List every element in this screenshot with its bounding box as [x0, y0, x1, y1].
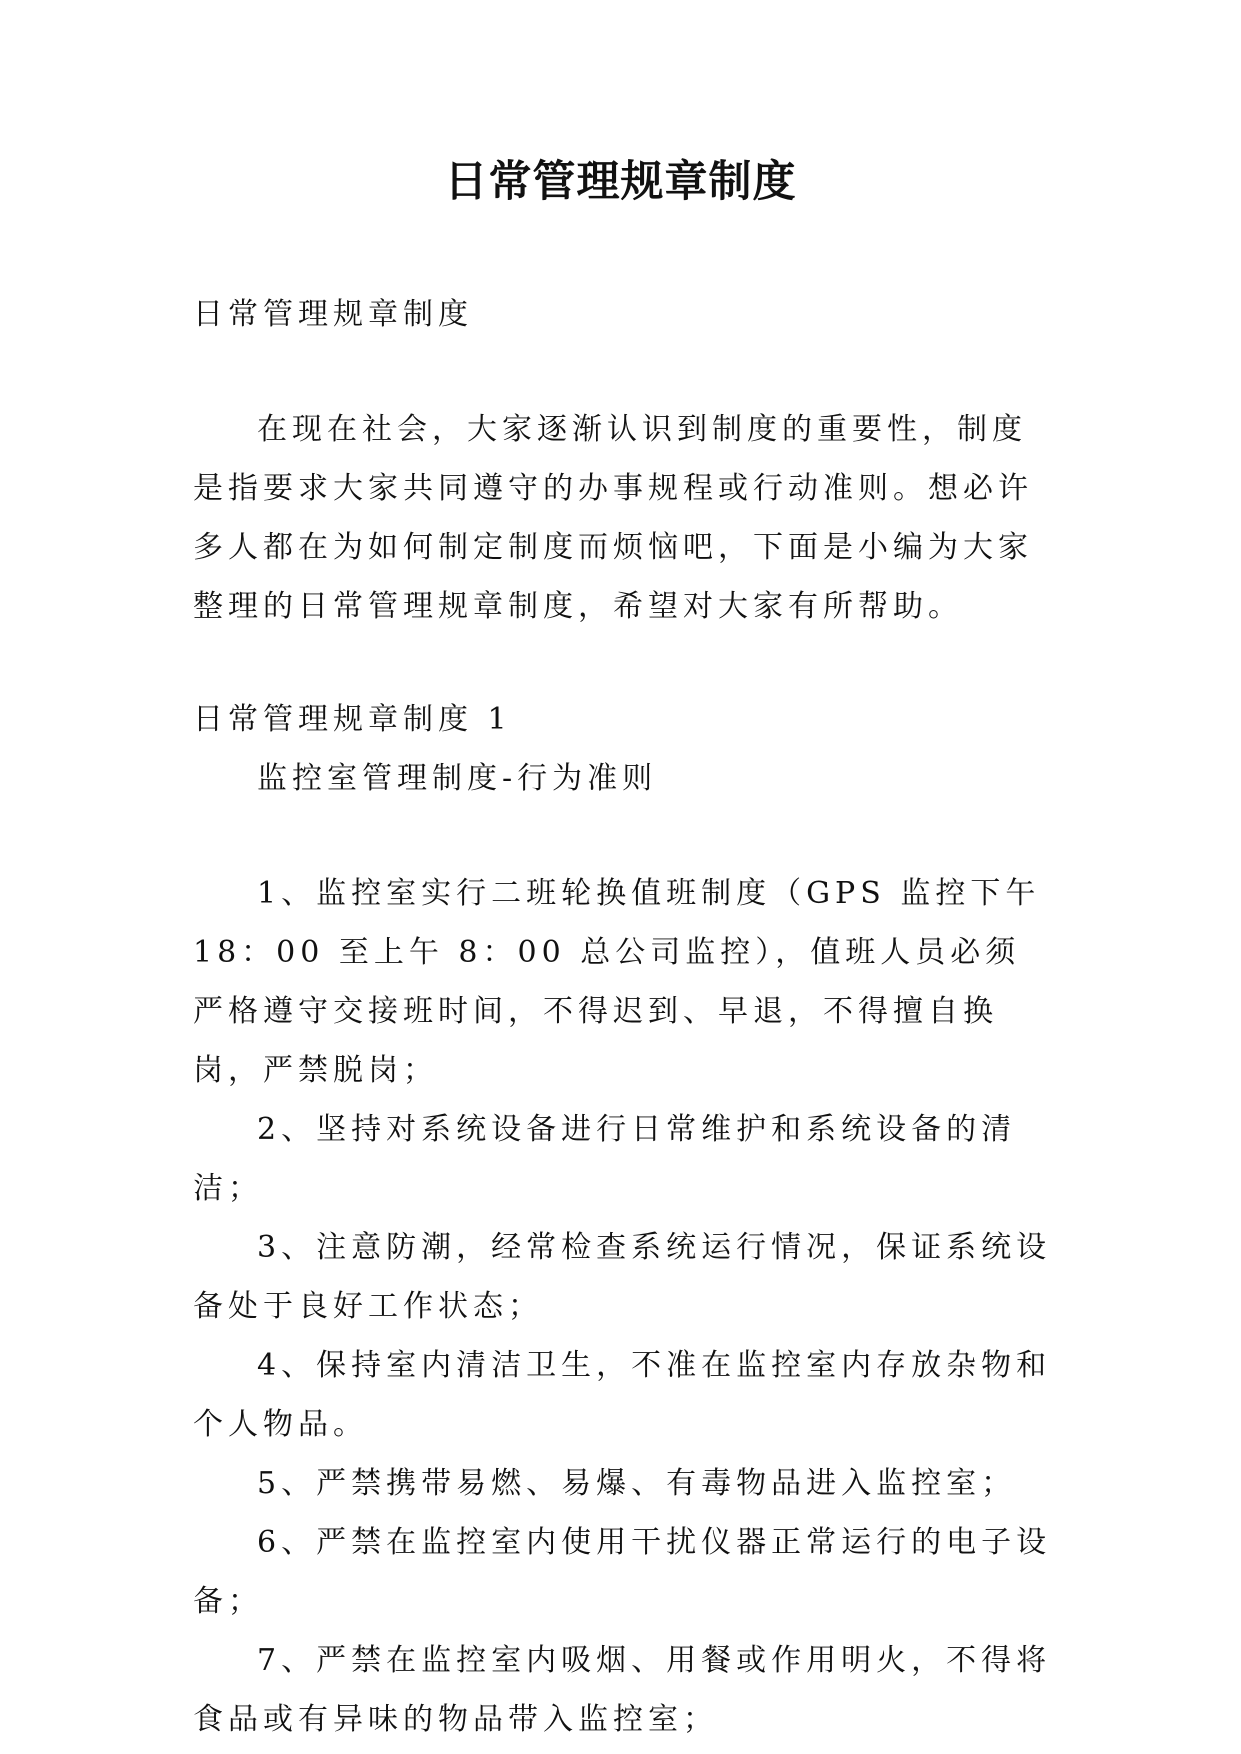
rule-item: 4、保持室内清洁卫生，不准在监控室内存放杂物和个人物品。	[193, 1348, 1052, 1442]
rule-item: 2、坚持对系统设备进行日常维护和系统设备的清洁；	[193, 1112, 1017, 1206]
rule-item: 6、严禁在监控室内使用干扰仪器正常运行的电子设备；	[193, 1525, 1052, 1619]
document-subtitle: 日常管理规章制度	[193, 297, 473, 332]
rule-item: 1、监控室实行二班轮换值班制度（GPS 监控下午 18：00 至上午 8：00 总公司监控），值班人员必须严格遵守交接班时间，不得迟到、早退，不得擅自换岗，严禁脱岗；	[193, 876, 1041, 1088]
section-heading: 日常管理规章制度 1	[193, 702, 512, 737]
rules-list	[193, 864, 1053, 1749]
rule-item: 5、严禁携带易燃、易爆、有毒物品进入监控室；	[257, 1466, 1017, 1501]
rule-item: 7、严禁在监控室内吸烟、用餐或作用明火，不得将食品或有异味的物品带入监控室；	[193, 1643, 1052, 1737]
intro-paragraph: 在现在社会，大家逐渐认识到制度的重要性，制度是指要求大家共同遵守的办事规程或行动准则。想必许多人都在为如何制定制度而烦恼吧，下面是小编为大家整理的日常管理规章制度，希望对大家有所帮助。	[193, 412, 1033, 624]
document-title: 日常管理规章制度	[444, 157, 797, 207]
rule-item: 3、注意防潮，经常检查系统运行情况，保证系统设备处于良好工作状态；	[193, 1230, 1052, 1324]
section-subheading: 监控室管理制度-行为准则	[257, 761, 658, 796]
